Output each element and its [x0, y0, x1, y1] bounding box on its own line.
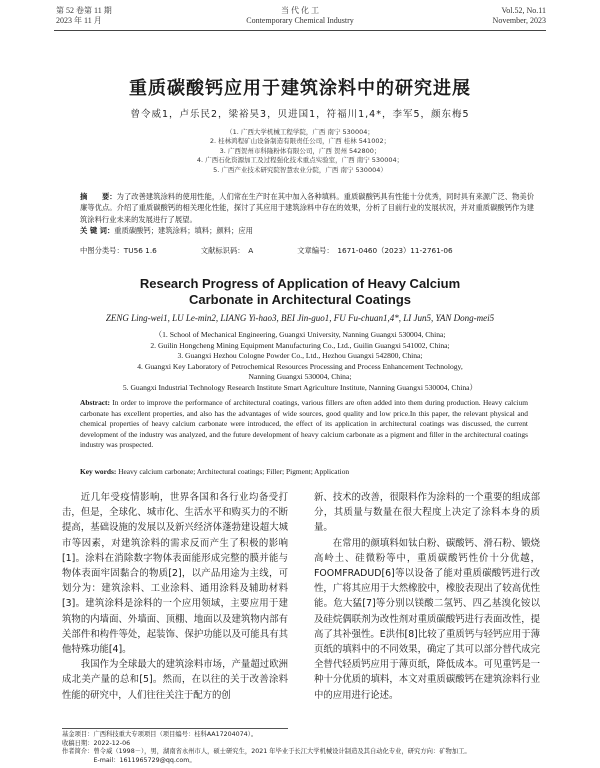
authors-chinese: 曾令威1，卢乐民2，梁裕昊3，贝进国1，符福川1,4*，李军5，颜东梅5 — [130, 109, 470, 120]
body-column-left — [62, 490, 288, 703]
header-rule — [54, 30, 546, 31]
keywords-chinese-label: 关 键 词： — [80, 226, 115, 236]
keywords-english: Key words: Heavy calcium carbonate; Architectural coatings; Filler; Pigment; Application — [80, 467, 350, 476]
body-column-right — [314, 490, 540, 703]
affiliations-chinese: （1. 广西大学机械工程学院，广西 南宁 530004； 2. 桂林鸿程矿山设备制造有限责任公司，广西 桂林 541002； 3. 广西贺州市科隆粉体有限公司，广西 贺州 542800； 4. 广西石化资源加工及过程强化技术重点实验室，广西 南宁 530004； 5. 广西产业技术研究院智慧农业分院，广西 南宁 530004） — [196, 128, 404, 174]
classification-line: 中图分类号：TU56 1.6 文献标识码： A 文章编号： 1671-0460（2023）11-2761-06 — [80, 246, 453, 255]
body-paragraph: 近几年受疫情影响，世界各国和各行业均备受打击，但是，全球化、城市化、生活水平和购买力的不断提高，基础设施的发展以及新兴经济体蓬勃建设超大城市等因素，对建筑涂料的需求反而产生了积极的影响[1]。涂料在消除数字物体表面能形成完整的膜并能与物体表面牢固黏合的物质[2]，以产品用途为主线，可划分为：建筑涂料、工业涂料、通用涂料及辅助材料[3]。建筑涂料是涂料的一个应用领域，主要应用于建筑物的内墙面、外墙面、顶棚、地面以及建筑物内部有关部件和构件等处，起装饰、保护功能以及可能具有其他特殊功能[4]。 — [62, 492, 288, 656]
title-chinese: 重质碳酸钙应用于建筑涂料中的研究进展 — [129, 78, 471, 99]
keywords-chinese: 重质碳酸钙；建筑涂料；填料；颜料；应用 — [114, 226, 253, 236]
affiliations-english: （1. School of Mechanical Engineering, Guangxi University, Nanning Guangxi 530004, China; 2. Guilin Hongcheng Mining Equipment Manufacturing Co., Ltd., Guilin Guangxi 541002, China; 3. Guangxi Hezhou Cologne Powder Co., Ltd., Hezhou Guangxi 542800, China; 4. Guangxi Key Laboratory of Petrochemical Resources Processing and Process Enhancement Technology, Nanning Guangxi 530004, China; 5. Guangxi Industrial Technology Research Institute Smart Agriculture Institute, Nanning Guangxi 530004, China） — [122, 330, 478, 392]
footnote: 基金项目：广西科技重大专项项目（项目编号：桂科AA17204074）。 收稿日期：2022-12-06 作者简介：曾令威（1998－），男，湖南省永州市人，硕士研究生，2021 年毕业于长江大学机械设计制造及其自动化专业，研究方向：矿物加工。 E-mail：1611965729@qq.com。 — [62, 731, 471, 764]
authors-english: ZENG Ling-wei1, LU Le-min2, LIANG Yi-hao3, BEI Jin-guo1, FU Fu-chuan1,4*, LI Jun5, YAN Dong-mei5 — [105, 313, 495, 323]
header-issue: Vol.52, No.11 November, 2023 — [492, 6, 546, 25]
header-journal: 当 代 化 工 Contemporary Chemical Industry — [246, 6, 354, 25]
body-paragraph: 我国作为全球最大的建筑涂料市场，产量超过欧洲成北美产量的总和[5]。然而，在以往的关于改善涂料性能的研究中，人们往往关注于配方的创 — [62, 659, 288, 701]
abstract-chinese: 摘 要：为了改善建筑涂料的使用性能，人们常在生产时在其中加入各种填料。重质碳酸钙具有性能十分优秀，同时具有来源广泛、物美价廉等优点。介绍了重质碳酸钙的相关理化性能，探讨了其应用于建筑涂料中存在的效果，分析了目前行业的发展状况，并对重质碳酸钙作为建筑涂料行业未来的发展进行了展望。 关 键 词：重质碳酸钙；建筑涂料；填料；颜料；应用 — [80, 192, 535, 236]
body-paragraph: 新、技术的改善，很限料作为涂料的一个重要的组成部分，其质量与数量在很大程度上决定了涂料本身的质量。 — [314, 492, 540, 534]
footnote-rule — [62, 728, 288, 729]
header-volume: 第 52 卷第 11 期 2023 年 11 月 — [56, 6, 112, 25]
abstract-english: Abstract: In order to improve the performance of architectural coatings, various fillers are often added into them during production. Heavy calcium carbonate has excellent properties, and also has the advantages of wide sources, good quality and low price.In this paper, the relevant physical and chemical properties of heavy calcium carbonate were introduced, the effect of its application in architectural coatings was discussed, the current development of the industry was analyzed, and the future development of heavy calcium carbonate as a pigment and filler in the architectural coatings industry was prospected. — [80, 398, 528, 450]
body-paragraph: 在常用的颜填料如钛白粉、碳酸钙、滑石粉、锻烧高岭土、硅微粉等中，重质碳酸钙性价十分优越，FOOMFRADUD[6]等以设备了能对重质碳酸钙进行改性，广将其应用于大然橡胶中，橡胶表现出了较高优性能。危大猛[7]等分别以镁酸二氢钙、四乙基溴化铵以及硅烷偶联剂为改性剂对重质碳酸钙进行表面改性，提高了其补强性。E洪伟[8]比较了重质钙与轻钙应用于薄页纸的填料中的不同效果，确定了其可以部分替代成完全替代轻质钙应用于薄页纸，降低成本。可见重钙是一种十分优质的填料，本文对重质碳酸钙在建筑涂料行业中的应用进行论述。 — [314, 537, 540, 701]
title-english: Research Progress of Application of Heavy Calcium Carbonate in Architectural Coatings — [139, 276, 461, 307]
